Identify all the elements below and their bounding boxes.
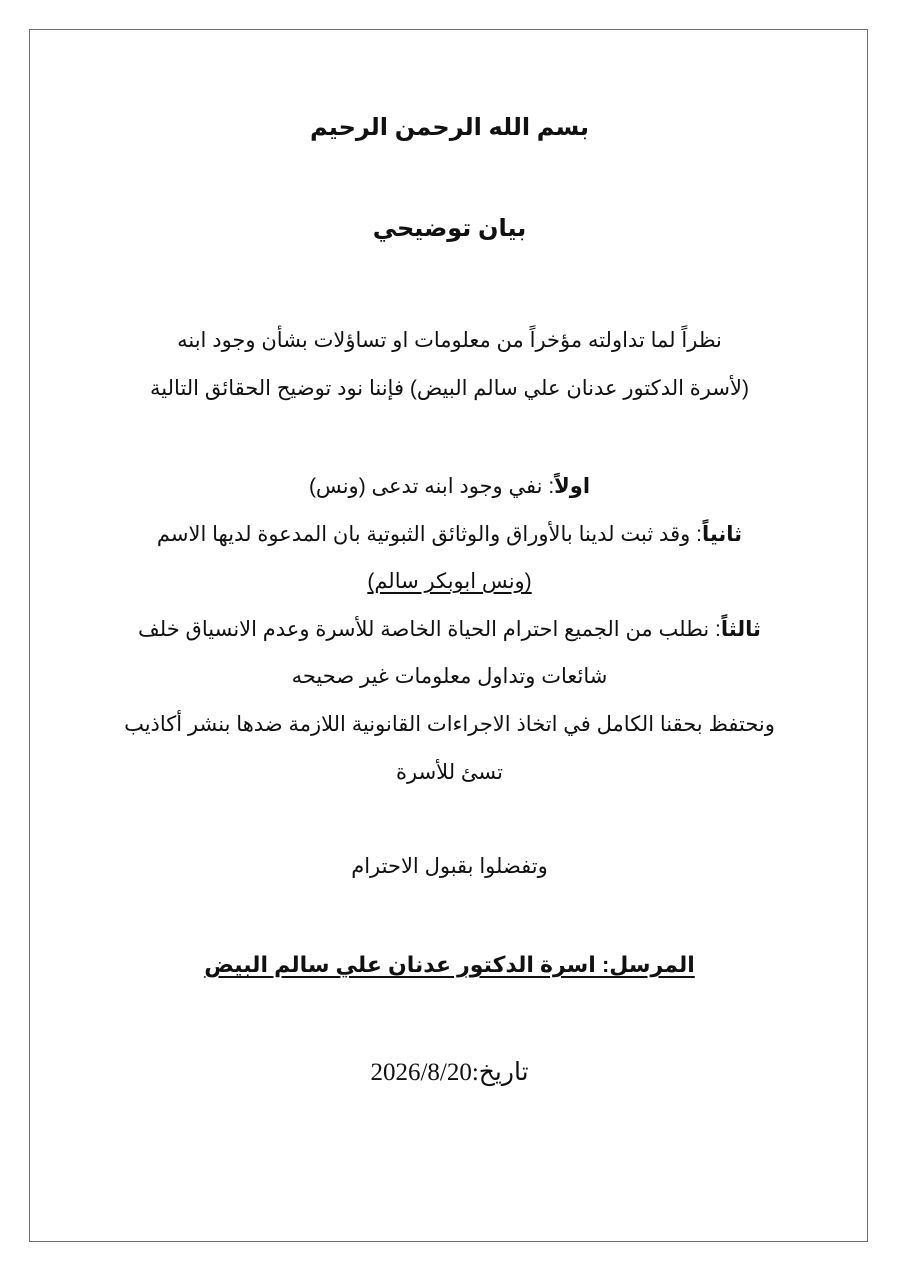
point-second-text: : وقد ثبت لدينا بالأوراق والوثائق الثبوتية بان المدعوة لديها الاسم xyxy=(156,523,702,546)
point-third xyxy=(30,615,869,645)
document-page xyxy=(29,29,868,1242)
basmala-heading: بسم الله الرحمن الرحيم xyxy=(309,114,590,141)
intro-line-2: (لأسرة الدكتور عدنان علي سالم البيض) فإننا نود توضيح الحقائق التالية xyxy=(150,377,749,400)
point-first xyxy=(30,472,869,502)
point-second-name-text: (ونس ابوبكر سالم) xyxy=(367,570,532,593)
closing-line: وتفضلوا بقبول الاحترام xyxy=(351,855,548,878)
intro-line-1: نظراً لما تداولته مؤخراً من معلومات او تساؤلات بشأن وجود ابنه xyxy=(177,329,722,352)
document-title: بيان توضيحي xyxy=(372,215,527,242)
point-third-label: ثالثاً xyxy=(720,618,761,641)
legal-line-1: ونحتفظ بحقنا الكامل في اتخاذ الاجراءات القانونية اللازمة ضدها بنشر أكاذيب xyxy=(124,713,775,736)
point-second xyxy=(30,520,869,550)
document-date: تاريخ:2026/8/20 xyxy=(370,1059,529,1086)
point-third-continuation: شائعات وتداول معلومات غير صحيحه xyxy=(291,665,608,688)
point-first-text: : نفي وجود ابنه تدعى (ونس) xyxy=(308,475,555,498)
point-second-label: ثانياً xyxy=(701,523,743,546)
sender-text: المرسل: اسرة الدكتور عدنان علي سالم البيض xyxy=(204,952,695,977)
legal-line-2: تسئ للأسرة xyxy=(395,761,504,784)
point-third-text: : نطلب من الجميع احترام الحياة الخاصة للأسرة وعدم الانسياق خلف xyxy=(138,618,721,641)
point-second-name xyxy=(30,567,869,597)
point-first-label: اولاً xyxy=(554,475,591,498)
sender-line xyxy=(30,950,869,981)
